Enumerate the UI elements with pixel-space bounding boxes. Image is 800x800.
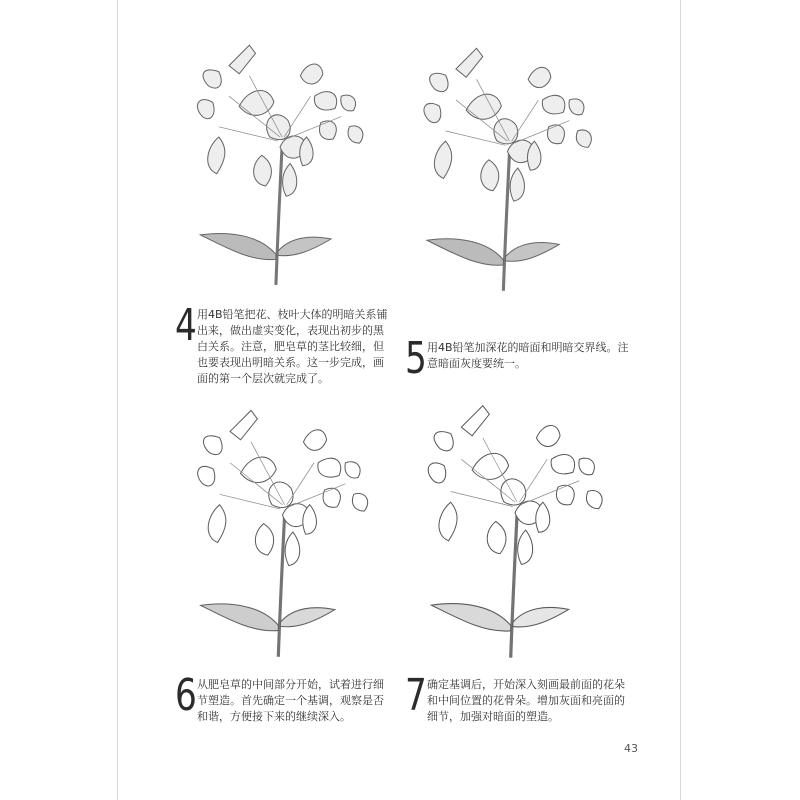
step-text: 用4B铅笔把花、枝叶大体的明暗关系铺出来，做出虚实变化，表现出初步的黑白关系。注意，肥皂草的茎比较细，但也要表现出明暗关系。这一步完成，画面的第一个层次就完成了。 <box>197 308 388 385</box>
page-edge-right <box>680 0 681 800</box>
step-text: 从肥皂草的中间部分开始，试着进行细节塑造。首先确定一个基调，观察是否和谐，方便接下来的继续深入。 <box>197 678 384 723</box>
step-6-caption <box>175 670 390 725</box>
sketch-step-5 <box>400 38 615 296</box>
step-number: 4 <box>175 300 197 351</box>
step-7-caption <box>405 670 635 725</box>
step-number: 5 <box>405 333 427 384</box>
step-text: 用4B铅笔加深花的暗面和明暗交界线。注意暗面灰度要统一。 <box>427 341 629 370</box>
page-number: 43 <box>624 742 638 755</box>
step-text: 确定基调后，开始深入刻画最前面的花朵和中间位置的花骨朵。增加灰面和亮面的细节，加强对暗面的塑造。 <box>427 678 625 723</box>
step-number: 6 <box>175 670 197 721</box>
step-4-caption <box>175 300 390 387</box>
sketch-step-6 <box>180 400 385 662</box>
page-edge-left <box>117 0 118 800</box>
sketch-step-4 <box>180 35 380 290</box>
step-5-caption <box>405 333 635 384</box>
step-number: 7 <box>405 670 427 721</box>
sketch-step-7 <box>410 395 620 663</box>
